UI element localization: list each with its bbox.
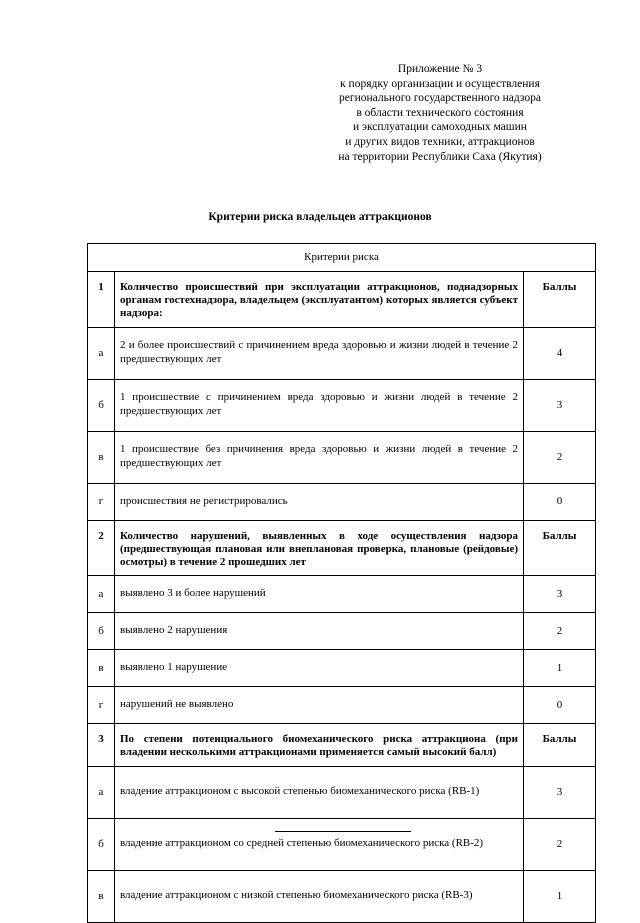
item-text: 2 и более происшествий с причинением вреда здоровью и жизни людей в течение 2 предшествующих лет: [115, 327, 524, 379]
section-row: [88, 724, 596, 766]
table-row: [88, 650, 596, 687]
table-header: Критерии риска: [88, 244, 596, 272]
appendix-line: и других видов техники, аттракционов: [345, 135, 535, 148]
table-row: [88, 327, 596, 379]
section-number: 3: [88, 724, 115, 766]
appendix-line: в области технического состояния: [356, 106, 524, 119]
item-points: 1: [524, 650, 596, 687]
item-text: 1 происшествие без причинения вреда здоровью и жизни людей в течение 2 предшествующих лет: [115, 431, 524, 483]
item-text: выявлено 2 нарушения: [115, 613, 524, 650]
item-letter: б: [88, 379, 115, 431]
item-text: владение аттракционом со средней степенью биомеханического риска (RB-2): [115, 818, 524, 870]
item-letter: в: [88, 650, 115, 687]
item-points: 0: [524, 687, 596, 724]
document-title: Критерии риска владельцев аттракционов: [208, 211, 432, 223]
table-row: [88, 870, 596, 922]
appendix-line: к порядку организации и осуществления: [340, 77, 540, 90]
section-number: 1: [88, 272, 115, 328]
table-row: [88, 687, 596, 724]
item-letter: а: [88, 576, 115, 613]
table-row: [88, 431, 596, 483]
appendix-block: [290, 62, 590, 164]
section-row: [88, 520, 596, 576]
table-header-row: [88, 244, 596, 272]
item-points: 1: [524, 870, 596, 922]
item-points: 0: [524, 483, 596, 520]
appendix-line: и эксплуатации самоходных машин: [353, 121, 527, 134]
points-label: Баллы: [524, 520, 596, 576]
section-text: Количество происшествий при эксплуатации аттракционов, поднадзорных органам гостехнадзора, владельцем (эксплуатантом) которых является субъект надзора:: [115, 272, 524, 328]
section-row: [88, 272, 596, 328]
section-text: По степени потенциального биомеханического риска аттракциона (при владении несколькими аттракционами применяется самый высокий балл): [115, 724, 524, 766]
section-number: 2: [88, 520, 115, 576]
item-letter: а: [88, 766, 115, 818]
item-text: владение аттракционом с высокой степенью биомеханического риска (RB-1): [115, 766, 524, 818]
item-text: нарушений не выявлено: [115, 687, 524, 724]
table-row: [88, 613, 596, 650]
points-label: Баллы: [524, 724, 596, 766]
item-letter: г: [88, 483, 115, 520]
points-label: Баллы: [524, 272, 596, 328]
table-row: [88, 766, 596, 818]
item-text: владение аттракционом с низкой степенью биомеханического риска (RB-3): [115, 870, 524, 922]
item-points: 3: [524, 379, 596, 431]
risk-criteria-table: [87, 243, 596, 923]
item-points: 4: [524, 327, 596, 379]
appendix-line: Приложение № 3: [397, 63, 483, 75]
item-points: 2: [524, 431, 596, 483]
item-text: выявлено 3 и более нарушений: [115, 576, 524, 613]
table-row: [88, 483, 596, 520]
item-text: выявлено 1 нарушение: [115, 650, 524, 687]
item-points: 2: [524, 613, 596, 650]
item-points: 3: [524, 766, 596, 818]
section-text: Количество нарушений, выявленных в ходе осуществления надзора (предшествующая плановая или внеплановая проверка, плановые (рейдовые) осмотры) в течение 2 прошедших лет: [115, 520, 524, 576]
appendix-line: на территории Республики Саха (Якутия): [338, 150, 542, 163]
table-row: [88, 818, 596, 870]
closing-rule: [275, 831, 411, 832]
item-letter: а: [88, 327, 115, 379]
item-points: 2: [524, 818, 596, 870]
item-letter: в: [88, 870, 115, 922]
table-row: [88, 576, 596, 613]
item-points: 3: [524, 576, 596, 613]
item-letter: в: [88, 431, 115, 483]
item-letter: б: [88, 818, 115, 870]
table-row: [88, 379, 596, 431]
item-letter: б: [88, 613, 115, 650]
item-letter: г: [88, 687, 115, 724]
item-text: 1 происшествие с причинением вреда здоровью и жизни людей в течение 2 предшествующих лет: [115, 379, 524, 431]
item-text: происшествия не регистрировались: [115, 483, 524, 520]
appendix-line: регионального государственного надзора: [339, 92, 541, 105]
